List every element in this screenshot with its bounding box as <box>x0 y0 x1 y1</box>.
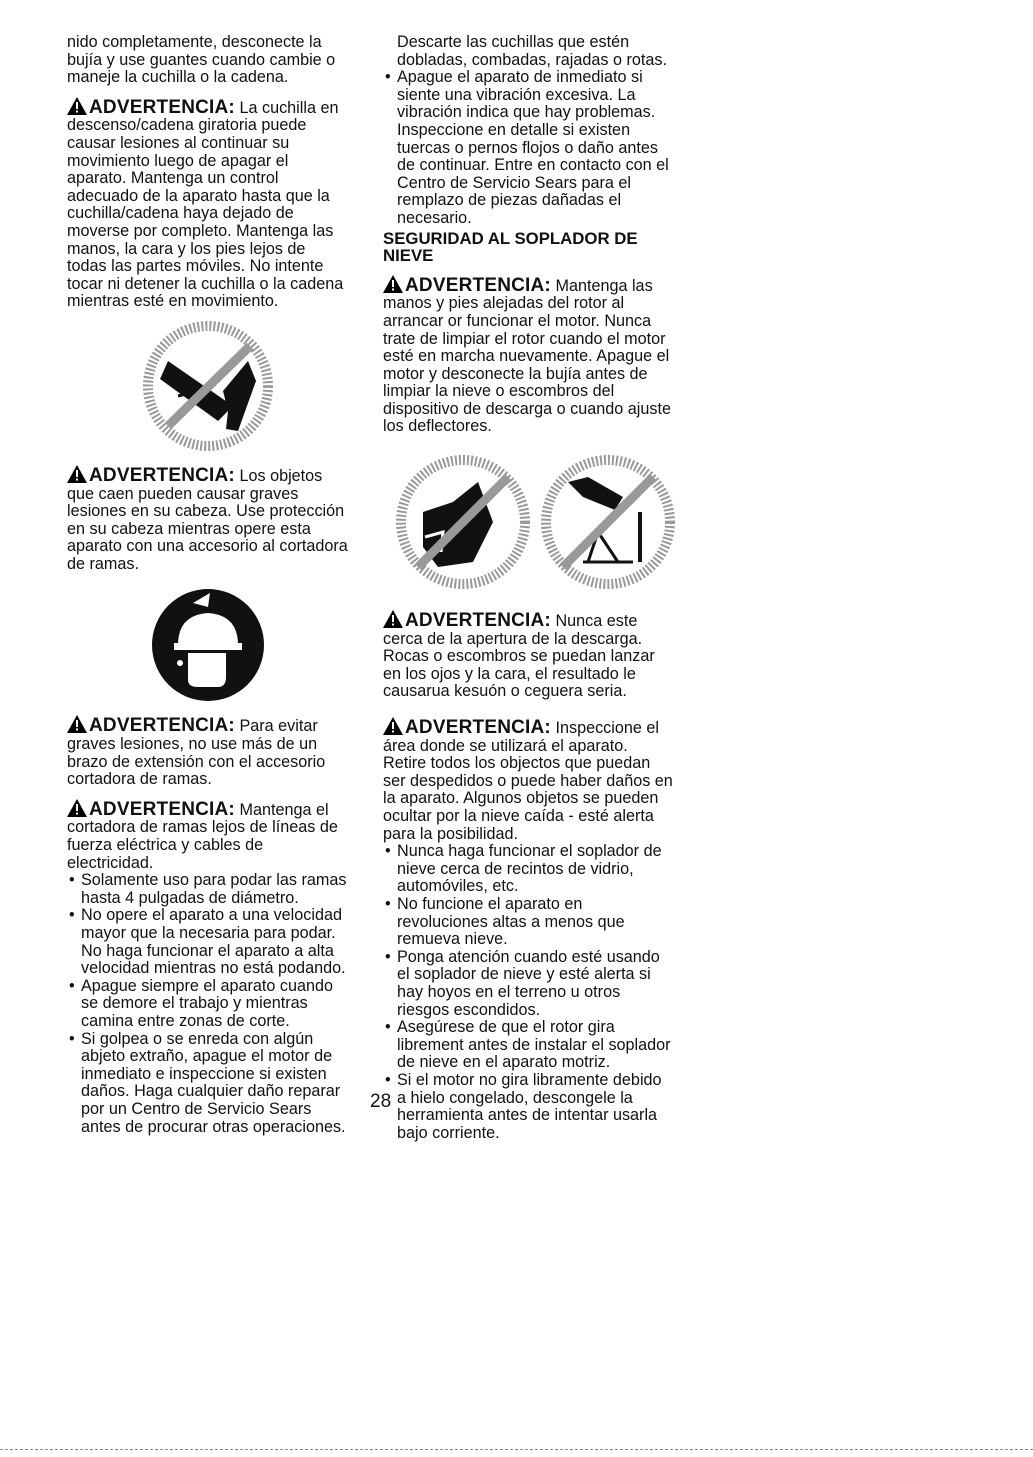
warning-label: ADVERTENCIA: <box>405 717 551 739</box>
left-warning-falling-objects <box>67 465 349 574</box>
warning-text: Inspeccione el área donde se utilizará el aparato. Retire todos los objectos que puedan ser despedidos o puede haber daños en la aparato. Algunos objetos se pueden ocultar por la nieve caída - esté alerta para la posibilidad. <box>383 719 673 843</box>
right-column <box>383 34 673 1142</box>
warning-text: Nunca este cerca de la apertura de la descarga. Rocas o escombros se puedan lanzar en los ojos y la cara, el resultado le causarua kesuón o ceguera seria. <box>383 612 655 701</box>
left-bullet-list <box>67 872 349 1136</box>
warning-label: ADVERTENCIA: <box>89 96 235 118</box>
warning-triangle-icon <box>67 799 87 817</box>
list-item: • Si golpea o se enreda con algún abjeto extraño, apague el motor de inmediato e inspeccione si existen daños. Haga cualquier daño reparar por un Centro de Servicio Sears antes de procurar otras operaciones. <box>67 1031 349 1137</box>
warning-label: ADVERTENCIA: <box>405 274 551 296</box>
warning-triangle-icon <box>383 610 403 628</box>
warning-triangle-icon <box>67 97 87 115</box>
list-item: • No opere el aparato a una velocidad mayor que la necesaria para podar. No haga funcionar el aparato a alta velocidad mientras no está podando. <box>67 907 349 977</box>
warning-triangle-icon <box>67 465 87 483</box>
warning-text: Los objetos que caen pueden causar graves lesiones en su cabeza. Use protección en su cabeza mientras opere esta aparato con una accesorio al cortadora de ramas. <box>67 466 348 573</box>
left-warning-extension <box>67 715 349 788</box>
warning-triangle-icon <box>383 275 403 293</box>
section-heading: SEGURIDAD AL SOPLADOR DE NIEVE <box>383 228 638 266</box>
right-warning-inspect <box>383 717 673 843</box>
right-top-bullet-list <box>383 69 673 227</box>
warning-triangle-icon <box>383 717 403 735</box>
head-protection-pictogram <box>148 585 268 705</box>
warning-label: ADVERTENCIA: <box>89 798 235 820</box>
list-item: • Si el motor no gira libramente debido a hielo congelado, descongele la herramienta antes de intentar usarla bajo corriente. <box>383 1072 673 1142</box>
list-item: • Solamente uso para podar las ramas hasta 4 pulgadas de diámetro. <box>67 872 349 907</box>
warning-label: ADVERTENCIA: <box>89 715 235 737</box>
right-warning-discharge <box>383 610 673 701</box>
warning-text: Mantenga las manos y pies alejadas del rotor al arrancar or funcionar el motor. Nunca trate de limpiar el rotor cuando el motor esté en marcha nuevamente. Apague el motor y desconecte la bujía antes de limpiar la nieve o escombros del dispositivo de descarga o cuando ajuste los deflectores. <box>383 276 671 436</box>
warning-label: ADVERTENCIA: <box>405 610 551 632</box>
warning-triangle-icon <box>67 715 87 733</box>
right-bullet-list <box>383 843 673 1142</box>
left-column <box>67 34 349 1136</box>
warning-text: Mantenga el cortadora de ramas lejos de líneas de fuerza eléctrica y cables de electricidad. <box>67 800 338 872</box>
list-item: • No funcione el aparato en revoluciones altas a menos que remueva nieve. <box>383 896 673 949</box>
list-item: • Apague siempre el aparato cuando se demore el trabajo y mientras camina entre zonas de corte. <box>67 978 349 1031</box>
list-item: • Apague el aparato de inmediato si siente una vibración excesiva. La vibración indica que hay problemas. Inspeccione en detalle si existen tuercas o pernos flojos o daño antes de continuar. Entre en contacto con el Centro de Servicio Sears para el remplazo de piezas dañadas el necesario. <box>383 69 673 227</box>
warning-label: ADVERTENCIA: <box>89 464 235 486</box>
warning-text: Para evitar graves lesiones, no use más de un brazo de extensión con el accesorio cortadora de ramas. <box>67 717 326 789</box>
list-item: • Nunca haga funcionar el soplador de nieve cerca de recintos de vidrio, automóviles, etc. <box>383 843 673 896</box>
page-number: 28 <box>370 1091 392 1112</box>
left-intro-paragraph: nido completamente, desconecte la bujía y use guantes cuando cambie o maneje la cuchilla o la cadena. <box>67 33 336 87</box>
left-warning-blade <box>67 97 349 311</box>
page-bottom-divider <box>0 1449 1033 1450</box>
right-warning-rotor <box>383 275 673 436</box>
warning-text: La cuchilla en descenso/cadena giratoria puede causar lesiones al continuar su movimiento luego de apagar el aparato. Mantenga un control adecuado de la aparato hasta que la cuchilla/cadena haya dejado de moverse por completo. Mantenga las manos, la cara y los pies lejos de todas las partes móviles. No intente tocar ni detener la cuchilla o la cadena mientras esté en movimiento. <box>67 98 344 311</box>
left-warning-power-lines <box>67 799 349 872</box>
list-item: • Asegúrese de que el rotor gira librement antes de instalar el soplador de nieve en el aparato motriz. <box>383 1019 673 1072</box>
no-hands-no-feet-pictogram <box>383 452 683 592</box>
no-hands-blade-pictogram <box>138 321 278 451</box>
right-intro-paragraph: Descarte las cuchillas que estén dobladas, combadas, rajadas o rotas. <box>397 33 667 69</box>
list-item: • Ponga atención cuando esté usando el soplador de nieve y esté alerta si hay hoyos en el terreno u otros riesgos escondidos. <box>383 949 673 1019</box>
